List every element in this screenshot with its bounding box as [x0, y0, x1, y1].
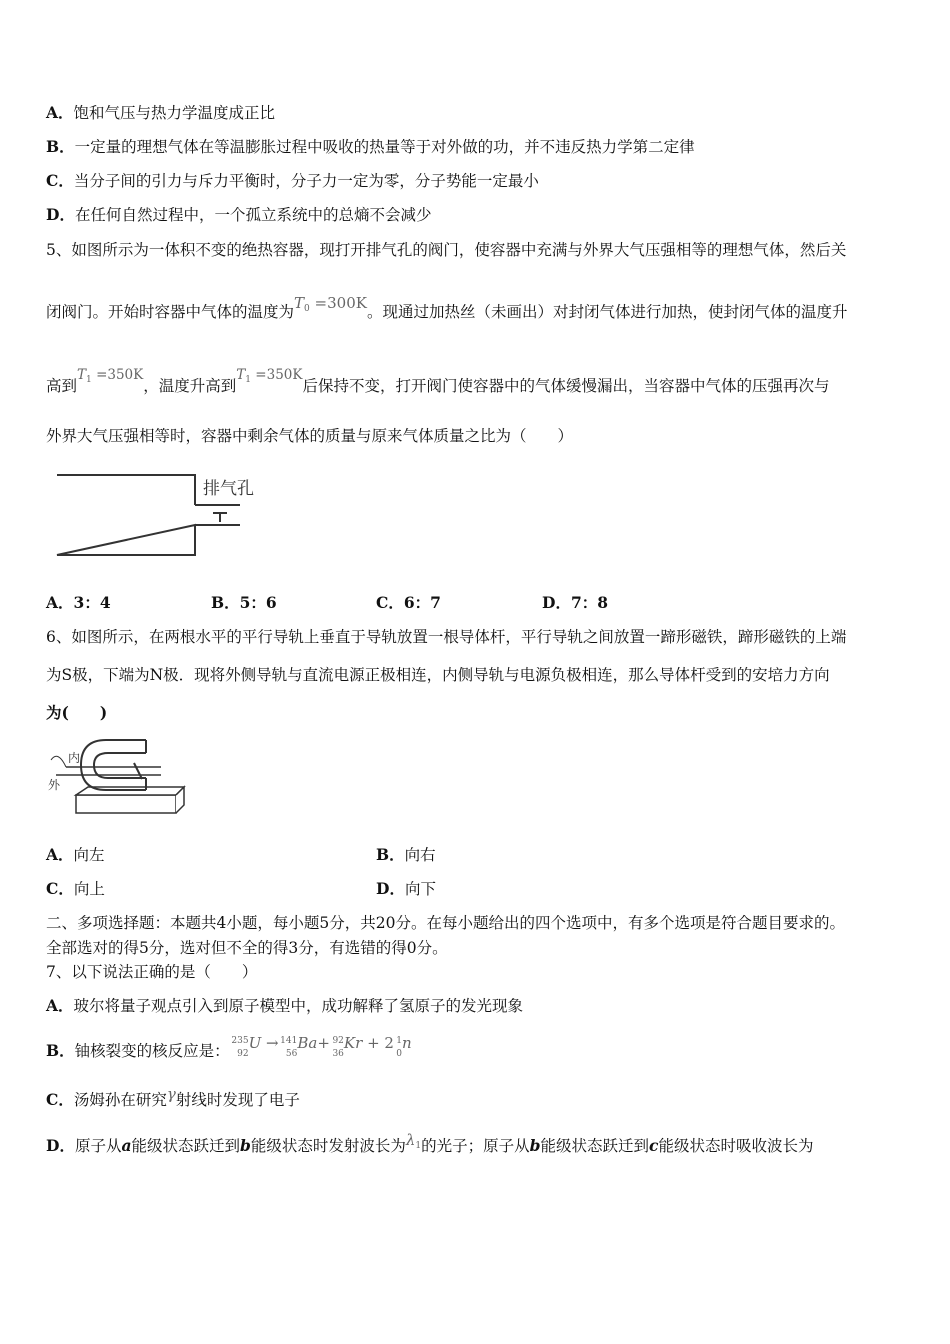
option-text: 饱和气压与热力学温度成正比 — [73, 104, 276, 122]
q7-option-d — [46, 1131, 814, 1162]
option-text: 向右 — [404, 846, 436, 864]
option-letter: D． — [46, 1136, 75, 1155]
lambda-char: λ — [405, 1131, 416, 1149]
element-symbol: Ba — [297, 1034, 318, 1052]
q5-option-d — [542, 593, 608, 613]
level-b: b — [240, 1136, 251, 1155]
element-symbol: Kr — [343, 1034, 363, 1052]
t1-subscript: 1 — [86, 375, 92, 385]
mass-number: 141 — [280, 1036, 298, 1046]
q7-option-c — [46, 1085, 300, 1110]
option-text: 玻尔将量子观点引入到原子模型中，成功解释了氢原子的发光现象 — [73, 997, 524, 1015]
option-text: 6：7 — [403, 593, 441, 612]
q6-option-a — [46, 845, 105, 865]
q4-option-b — [46, 137, 695, 157]
option-letter: B． — [376, 845, 405, 864]
q5-text: 闭阀门。开始时容器中气体的温度为 — [46, 303, 295, 321]
section2-heading-line2: 全部选对的得5分，选对但不全的得3分，有选错的得0分。 — [46, 939, 448, 957]
q7-option-b — [46, 1034, 412, 1062]
q6-option-d — [376, 879, 436, 899]
plus-sign: + — [317, 1034, 330, 1052]
inner-wire — [51, 756, 66, 767]
option-letter: B． — [46, 137, 75, 156]
q5-stem-line2 — [46, 294, 848, 328]
magnet-figure — [46, 735, 186, 817]
mass-number: 92 — [332, 1036, 344, 1046]
option-text: 5：6 — [239, 593, 277, 612]
lambda1-symbol — [406, 1131, 421, 1149]
q5-option-b — [211, 593, 277, 613]
base-block — [76, 795, 176, 813]
option-text: 能级状态时发射波长为 — [250, 1137, 406, 1155]
lambda-subscript: 1 — [415, 1141, 422, 1151]
t1-formula-repeat — [236, 367, 302, 383]
q5-stem-line3 — [46, 367, 830, 402]
t1-value: =350K — [96, 367, 144, 383]
option-text: 3：4 — [73, 593, 111, 612]
fission-equation — [231, 1034, 412, 1059]
container-figure — [50, 470, 270, 565]
level-c: c — [649, 1136, 659, 1155]
option-text: 铀核裂变的核反应是： — [74, 1042, 230, 1060]
mass-number: 235 — [231, 1036, 249, 1046]
t0-subscript: 0 — [304, 304, 310, 314]
q7-stem: 7、以下说法正确的是（ ） — [46, 963, 258, 981]
option-text: 能级状态跃迁到 — [131, 1137, 241, 1155]
element-symbol: n — [401, 1034, 412, 1052]
reaction-arrow: → — [266, 1034, 279, 1052]
atomic-number: 36 — [332, 1049, 344, 1059]
t1-symbol: T — [77, 367, 87, 383]
option-text: 一定量的理想气体在等温膨胀过程中吸收的热量等于对外做的功，并不违反热力学第二定律 — [74, 138, 695, 156]
q6-option-c — [46, 879, 105, 899]
t1-subscript: 1 — [245, 375, 251, 385]
option-text: 能级状态时吸收波长为 — [658, 1137, 814, 1155]
t0-value: =300K — [314, 294, 367, 312]
q5-option-a — [46, 593, 111, 613]
q6-stem-line3: 为( ) — [46, 703, 108, 722]
atomic-number: 56 — [285, 1049, 298, 1059]
option-letter: D． — [376, 879, 405, 898]
kr-nuclide-indices — [330, 1034, 344, 1059]
q5-option-c — [376, 593, 441, 613]
atomic-number: 0 — [396, 1049, 402, 1059]
option-letter: C． — [46, 171, 74, 190]
option-letter: D． — [542, 593, 571, 612]
conductor-rod — [134, 763, 142, 779]
option-text: 向左 — [73, 846, 105, 864]
option-text: 向上 — [73, 880, 105, 898]
q6-stem-line2: 为S极，下端为N极．现将外侧导轨与直流电源正极相连，内侧导轨与电源负极相连，那么导体杆受到的安培力方向 — [46, 666, 830, 684]
option-text: 向下 — [404, 880, 436, 898]
option-letter: A． — [46, 593, 74, 612]
option-letter: A． — [46, 845, 74, 864]
option-text: 能级状态跃迁到 — [540, 1137, 650, 1155]
n-nuclide-indices — [394, 1034, 402, 1059]
option-letter: C． — [46, 1090, 74, 1109]
element-symbol: U — [248, 1034, 262, 1052]
q4-option-d — [46, 205, 431, 225]
container-outline — [57, 475, 195, 555]
ba-nuclide-indices — [280, 1034, 298, 1059]
q5-text: ，温度升高到 — [143, 377, 237, 395]
option-text: 原子从 — [74, 1137, 122, 1155]
mass-number: 1 — [396, 1036, 402, 1046]
level-b: b — [529, 1136, 541, 1155]
option-letter: D． — [46, 205, 75, 224]
t0-symbol: T — [294, 294, 305, 312]
option-letter: C． — [376, 593, 404, 612]
t1-formula — [77, 367, 143, 383]
option-letter: C． — [46, 879, 74, 898]
u-nuclide-indices — [231, 1034, 249, 1059]
q4-option-a — [46, 103, 275, 123]
option-text: 汤姆孙在研究 — [73, 1091, 167, 1109]
gamma-char: γ — [166, 1085, 176, 1103]
t1-value: =350K — [255, 367, 303, 383]
atomic-number: 92 — [237, 1049, 249, 1059]
option-letter: B． — [46, 1041, 75, 1060]
option-text: 7：8 — [570, 593, 609, 612]
q4-option-c — [46, 171, 539, 191]
section2-heading-line1: 二、多项选择题：本题共4小题，每小题5分，共20分。在每小题给出的四个选项中，有多个选项是符合题目要求的。 — [46, 914, 845, 932]
q5-text: 后保持不变，打开阀门使容器中的气体缓慢漏出，当容器中气体的压强再次与 — [302, 377, 830, 395]
option-text: 射线时发现了电子 — [175, 1091, 300, 1109]
option-letter: B． — [211, 593, 240, 612]
exhaust-hole-label: 排气孔 — [203, 479, 254, 499]
q5-text: 。现通过加热丝（未画出）对封闭气体进行加热，使封闭气体的温度升 — [366, 303, 848, 321]
q7-option-a — [46, 996, 523, 1016]
gamma-symbol — [167, 1085, 176, 1103]
q6-stem-line1: 6、如图所示，在两根水平的平行导轨上垂直于导轨放置一根导体杆，平行导轨之间放置一蹄形磁铁，蹄形磁铁的上端 — [46, 628, 847, 646]
t1-symbol: T — [236, 367, 246, 383]
plus-two: + 2 — [367, 1034, 394, 1052]
level-a: a — [121, 1136, 132, 1155]
option-letter: A． — [46, 103, 74, 122]
outer-rail-label: 外 — [48, 778, 61, 792]
q6-option-b — [376, 845, 436, 865]
option-text: 在任何自然过程中，一个孤立系统中的总熵不会减少 — [74, 206, 432, 224]
t0-formula — [294, 294, 367, 312]
option-letter: A． — [46, 996, 74, 1015]
magnet-outer — [81, 740, 146, 790]
q5-stem-line4: 外界大气压强相等时，容器中剩余气体的质量与原来气体质量之比为（ ） — [46, 427, 574, 445]
q5-stem-line1: 5、如图所示为一体积不变的绝热容器，现打开排气孔的阀门，使容器中充满与外界大气压强相等的理想气体，然后关 — [46, 241, 847, 259]
inner-rail-label: 内 — [68, 751, 81, 765]
option-text: 当分子间的引力与斥力平衡时，分子力一定为零，分子势能一定最小 — [73, 172, 539, 190]
q5-text: 高到 — [46, 377, 78, 395]
option-text: 的光子；原子从 — [421, 1137, 530, 1155]
